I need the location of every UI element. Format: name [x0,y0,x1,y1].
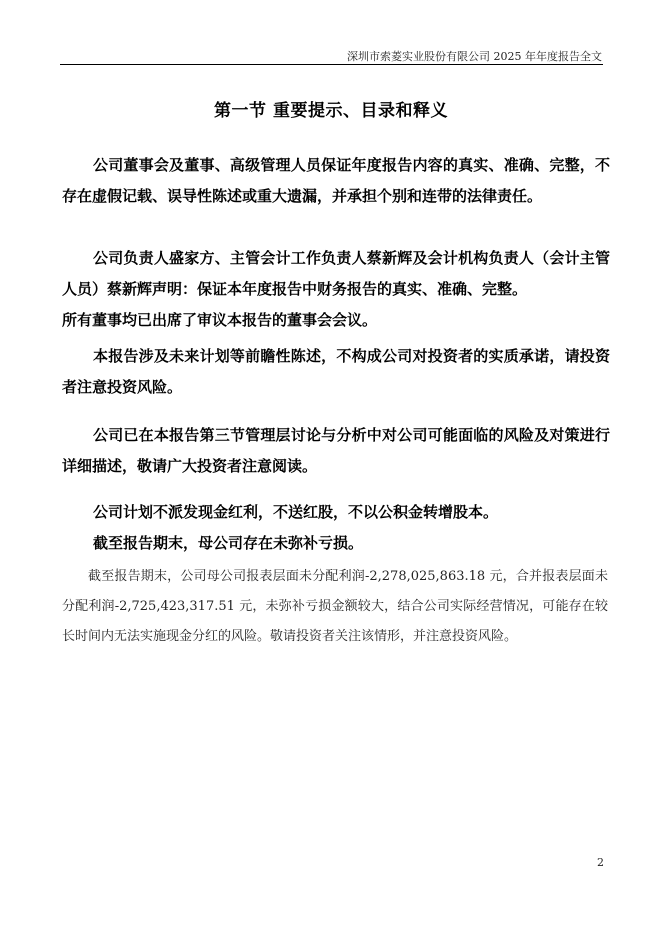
page-number: 2 [597,856,604,869]
running-header: 深圳市索菱实业股份有限公司 2025 年年度报告全文 [347,50,602,63]
section-title: 第一节 重要提示、目录和释义 [214,101,448,121]
risk-analysis-text: 公司已在本报告第三节管理层讨论与分析中对公司可能面临的风险及对策进行详细描述，敬请广大投资者注意阅读。 [62,426,610,475]
header-divider [60,64,603,65]
dividend-plan-paragraph [62,497,610,528]
responsible-persons-paragraph [62,243,610,305]
responsible-persons-text: 公司负责人盛家方、主管会计工作负责人蔡新辉及会计机构负责人（会计主管人员）蔡新辉声明：保证本年度报告中财务报告的真实、准确、完整。 [62,249,610,298]
loss-detail-text: 截至报告期末，公司母公司报表层面未分配利润-2,278,025,863.18 元，合并报表层面未分配利润-2,725,423,317.51 元，未弥补亏损金额较大，结合公司实际经营情况，可能存在较长时间内无法实施现金分红的风险。敬请投资者关注该情形，并注意投资风险。 [62,569,608,644]
forward-looking-text: 本报告涉及未来计划等前瞻性陈述，不构成公司对投资者的实质承诺，请投资者注意投资风险。 [62,347,610,396]
board-guarantee-paragraph [62,150,610,212]
dividend-plan-text: 公司计划不派发现金红利，不送红股，不以公积金转增股本。 [93,503,499,521]
directors-attendance-paragraph [62,305,610,336]
risk-analysis-paragraph [62,420,610,482]
uncovered-losses-paragraph [62,528,610,559]
directors-attendance-text: 所有董事均已出席了审议本报告的董事会会议。 [62,311,378,329]
board-guarantee-text: 公司董事会及董事、高级管理人员保证年度报告内容的真实、准确、完整，不存在虚假记载、误导性陈述或重大遗漏，并承担个别和连带的法律责任。 [62,156,610,205]
loss-detail-paragraph [62,562,608,652]
forward-looking-paragraph [62,341,610,403]
uncovered-losses-text: 截至报告期末，母公司存在未弥补亏损。 [93,534,364,552]
